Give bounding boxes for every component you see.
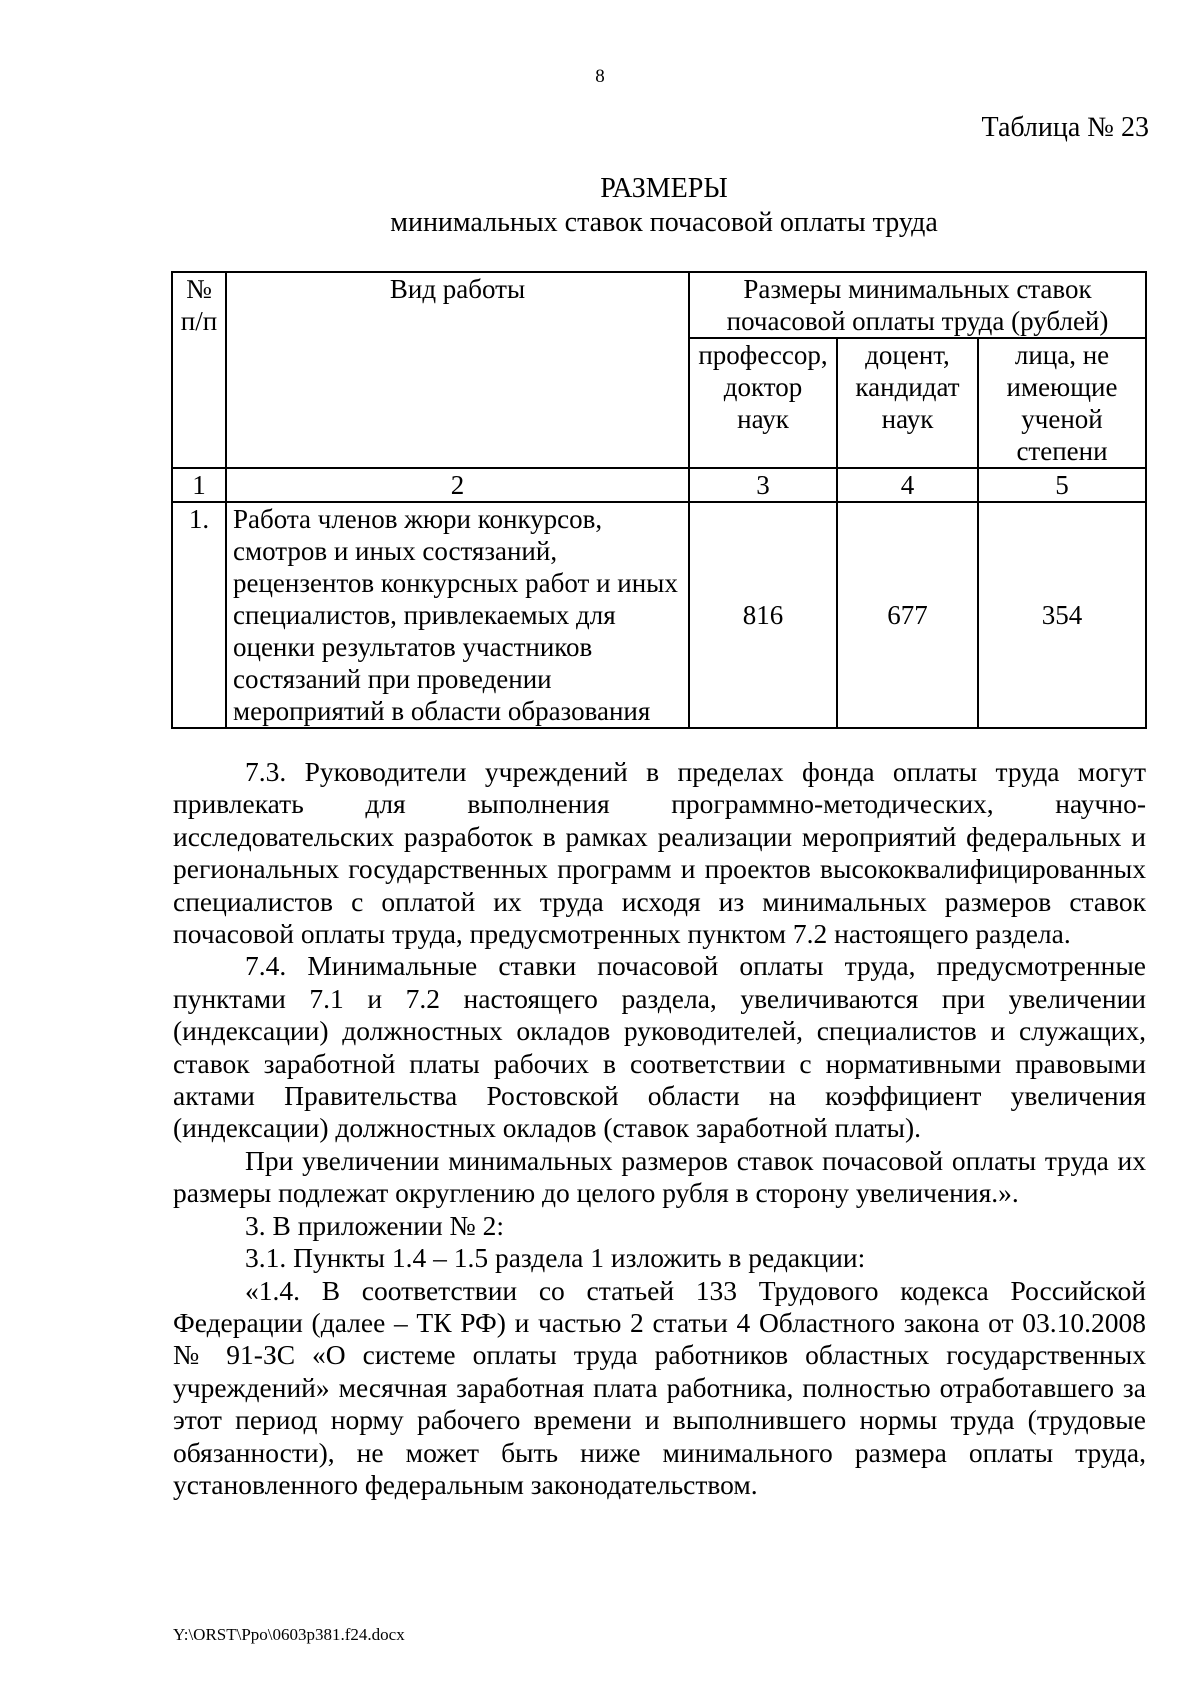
heading-title: РАЗМЕРЫ [600, 173, 728, 204]
row-professor-rate: 816 [689, 502, 837, 728]
row-no-degree-rate: 354 [978, 502, 1146, 728]
page-number: 8 [595, 66, 605, 87]
row-work: Работа членов жюри конкурсов, смотров и иных состязаний, рецензентов конкурсных работ и иных специалистов, привлекаемых для оценки результатов участников состязаний при проведении мероприятий в области образования [226, 502, 689, 728]
paragraph: При увеличении минимальных размеров ставок почасовой оплаты труда их размеры подлежат округлению до целого рубля в сторону увеличения.». [173, 1144, 1146, 1209]
table-row [172, 502, 1146, 728]
body-text [173, 756, 1146, 1501]
heading-subtitle: минимальных ставок почасовой оплаты труда [390, 207, 938, 238]
footer-file-path: Y:\ORST\Ppo\0603p381.f24.docx [173, 1625, 405, 1644]
header-num: № п/п [172, 272, 226, 468]
header-no-degree: лица, не имеющие ученой степени [978, 338, 1146, 468]
header-work-type: Вид работы [226, 272, 689, 468]
header-docent: доцент, кандидат наук [837, 338, 978, 468]
column-number: 1 [172, 468, 226, 502]
column-number-row [172, 468, 1146, 502]
column-number: 3 [689, 468, 837, 502]
row-docent-rate: 677 [837, 502, 978, 728]
row-num: 1. [172, 502, 226, 728]
column-number: 2 [226, 468, 689, 502]
table-heading [174, 172, 1154, 240]
header-professor: профессор, доктор наук [689, 338, 837, 468]
column-number: 4 [837, 468, 978, 502]
paragraph: 3. В приложении № 2: [245, 1209, 505, 1241]
header-rates-group: Размеры минимальных ставок почасовой оплаты труда (рублей) [689, 272, 1146, 338]
header-row [172, 272, 1146, 338]
column-number: 5 [978, 468, 1146, 502]
table-caption: Таблица № 23 [981, 112, 1149, 143]
rates-table [171, 271, 1147, 729]
paragraph: 7.3. Руководители учреждений в пределах фонда оплаты труда могут привлекать для выполнения программно-методических, научно-исследовательских разработок в рамках реализации мероприятий федеральных и региональных государственных программ и проектов высококвалифицированных специалистов с оплатой их труда исходя из минимальных размеров ставок почасовой оплаты труда, предусмотренных пунктом 7.2 настоящего раздела. [173, 756, 1146, 950]
paragraph: 3.1. Пункты 1.4 – 1.5 раздела 1 изложить в редакции: [245, 1242, 866, 1274]
paragraph: «1.4. В соответствии со статьей 133 Трудового кодекса Российской Федерации (далее – ТК РФ) и частью 2 статьи 4 Областного закона от 03.10.2008 № 91-ЗС «О системе оплаты труда работников областных государственных учреждений» месячная заработная плата работника, полностью отработавшего за этот период норму рабочего времени и выполнившего нормы труда (трудовые обязанности), не может быть ниже минимального размера оплаты труда, установленного федеральным законодательством. [173, 1274, 1146, 1500]
paragraph: 7.4. Минимальные ставки почасовой оплаты труда, предусмотренные пунктами 7.1 и 7.2 настоящего раздела, увеличиваются при увеличении (индексации) должностных окладов руководителей, специалистов и служащих, ставок заработной платы рабочих в соответствии с нормативными правовыми актами Правительства Ростовской области на коэффициент увеличения (индексации) должностных окладов (ставок заработной платы). [173, 950, 1146, 1144]
